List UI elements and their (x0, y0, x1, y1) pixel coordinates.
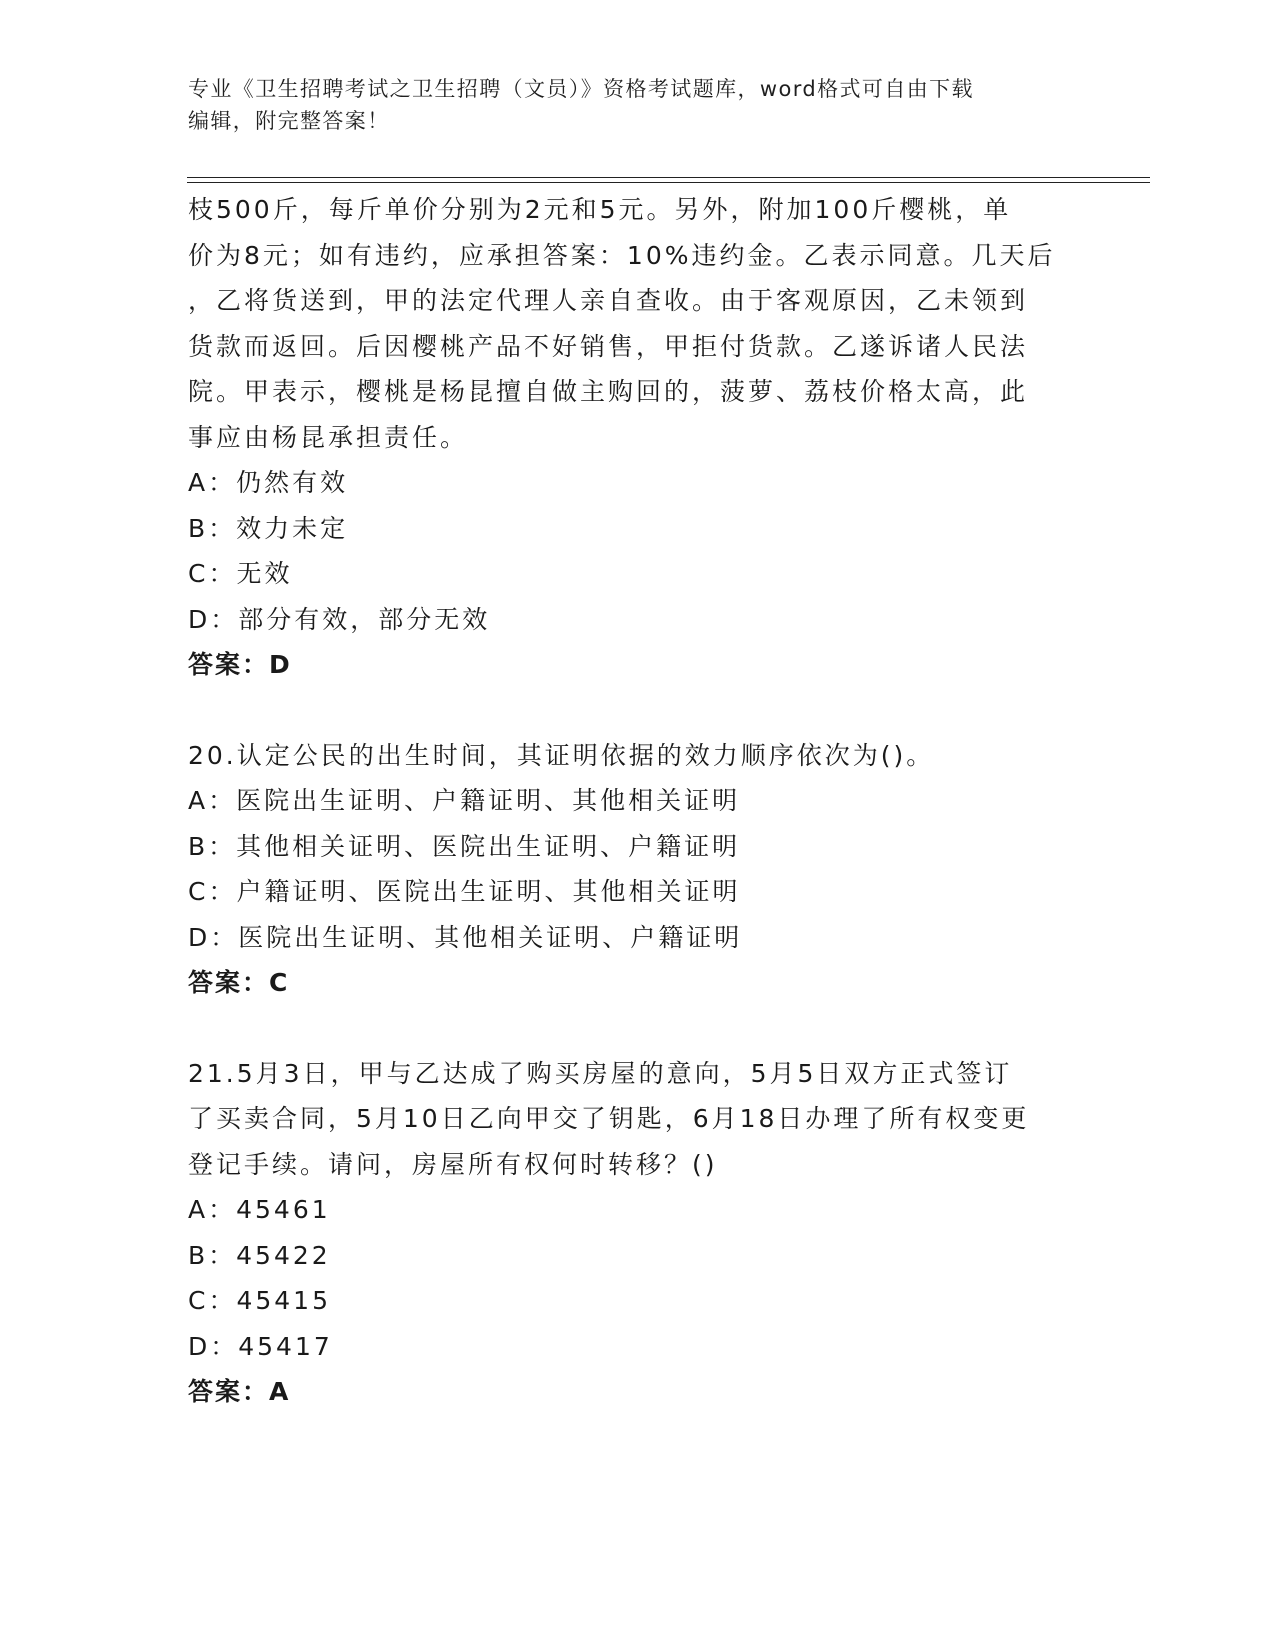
question-spacer (188, 1006, 1068, 1051)
question-19 (188, 187, 1068, 688)
question-20 (188, 733, 1068, 1006)
header-rule-bottom (187, 182, 1150, 183)
header-rule-top (187, 177, 1150, 178)
question-19-stem-line: 枝500斤，每斤单价分别为2元和5元。另外，附加100斤樱桃，单 (188, 195, 1012, 224)
question-21-answer: 答案：A (188, 1377, 291, 1406)
question-21-option-d: D：45417 (188, 1331, 333, 1361)
question-19-option-d: D：部分有效，部分无效 (188, 604, 491, 634)
question-21-stem-line: 了买卖合同，5月10日乙向甲交了钥匙，6月18日办理了所有权变更 (188, 1104, 1030, 1133)
question-20-option-a: A：医院出生证明、户籍证明、其他相关证明 (188, 786, 741, 815)
question-20-answer: 答案：C (188, 968, 290, 997)
question-20-option-b: B：其他相关证明、医院出生证明、户籍证明 (188, 831, 741, 861)
question-19-stem-line: 价为8元；如有违约，应承担答案：10%违约金。乙表示同意。几天后 (188, 240, 1056, 270)
question-21 (188, 1051, 1068, 1415)
question-20-option-d: D：医院出生证明、其他相关证明、户籍证明 (188, 922, 743, 952)
question-20-option-c: C：户籍证明、医院出生证明、其他相关证明 (188, 877, 741, 906)
question-21-stem-line: 登记手续。请问，房屋所有权何时转移？() (188, 1149, 718, 1179)
question-19-stem-line: 院。甲表示，樱桃是杨昆擅自做主购回的，菠萝、荔枝价格太高，此 (188, 377, 1029, 406)
question-21-option-b: B：45422 (188, 1240, 331, 1270)
question-spacer (188, 688, 1068, 733)
header-line-2: 编辑，附完整答案！ (188, 109, 390, 133)
question-21-option-c: C：45415 (188, 1286, 331, 1315)
document-header (188, 73, 1088, 137)
question-19-option-b: B：效力未定 (188, 513, 349, 543)
question-21-stem-line: 21.5月3日，甲与乙达成了购买房屋的意向，5月5日双方正式签订 (188, 1058, 1013, 1088)
question-19-stem-line: ，乙将货送到，甲的法定代理人亲自查收。由于客观原因，乙未领到 (188, 286, 1029, 315)
question-19-stem-line: 事应由杨昆承担责任。 (188, 422, 469, 452)
question-19-option-c: C：无效 (188, 559, 293, 588)
question-20-stem-line: 20.认定公民的出生时间，其证明依据的效力顺序依次为()。 (188, 740, 935, 770)
header-line-1: 专业《卫生招聘考试之卫生招聘（文员）》资格考试题库，word格式可自由下载 (188, 77, 974, 101)
question-19-stem-line: 货款而返回。后因樱桃产品不好销售，甲拒付货款。乙遂诉诸人民法 (188, 331, 1029, 361)
question-19-option-a: A：仍然有效 (188, 468, 349, 497)
question-21-option-a: A：45461 (188, 1195, 331, 1224)
question-content (188, 187, 1068, 1415)
question-19-answer: 答案：D (188, 650, 292, 679)
